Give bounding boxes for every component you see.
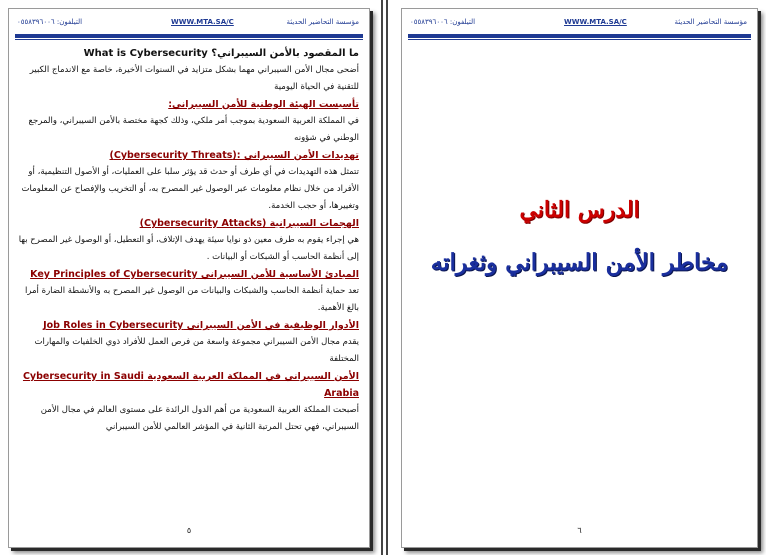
page-title: ما المقصود بالأمن السيبراني؟ What is Cybersecurity bbox=[83, 48, 359, 59]
header-website-link[interactable]: WWW.MTA.SA/C bbox=[171, 18, 234, 26]
section-heading: المبادئ الأساسية للأمن السيبراني Key Principles of Cybersecurity bbox=[30, 269, 359, 280]
intro-paragraph: أضحى مجال الأمن السيبراني مهما بشكل متزايد في السنوات الأخيرة، خاصة مع الاندماج الكبير للتقنية في الحياة اليومية bbox=[29, 65, 359, 92]
header-website-link[interactable]: WWW.MTA.SA/C bbox=[564, 18, 627, 26]
page-header bbox=[15, 14, 363, 36]
section-heading: تهديدات الأمن السيبراني :(Cybersecurity Threats) bbox=[109, 150, 359, 161]
page-number: ٥ bbox=[186, 526, 192, 535]
header-organization: مؤسسة التحاضير الحديثة bbox=[286, 18, 359, 26]
section-paragraph: هي إجراء يقوم به طرف معين ذو نوايا سيئة يهدف الإتلاف، أو التعطيل، أو الوصول غير المصرح بها إلى أنظمة الحاسب أو الشبكات أو البيانات . bbox=[18, 235, 359, 262]
page-header bbox=[408, 14, 751, 36]
section-heading: تأسيست الهيئة الوطنية للأمن السيبراني: bbox=[168, 99, 359, 110]
lesson-title: مخاطر الأمن السيبراني وثغراته bbox=[430, 249, 729, 276]
lesson-label: الدرس الثاني bbox=[519, 197, 640, 223]
right-page bbox=[401, 8, 758, 548]
book-spine bbox=[381, 0, 383, 555]
section-paragraph: تعد حماية أنظمة الحاسب والشبكات والبيانات من الوصول غير المصرح به والأنشطة الضارة أمرا بالغ الأهمية. bbox=[24, 286, 359, 313]
section-heading: الهجمات السيبرانية (Cybersecurity Attacks) bbox=[139, 218, 359, 229]
section-paragraph: تتمثل هذه التهديدات في أي طرف أو حدث قد يؤثر سلبا على العمليات، أو الأصول التنظيمية، أو الأفراد من خلال نظام معلومات عبر الوصول غير المصرح به، أو التخريب والإفصاح عن المعلومات وتغييرها، أو حجب الخدمة. bbox=[21, 167, 359, 211]
header-rule bbox=[408, 34, 751, 40]
left-page bbox=[8, 8, 370, 548]
header-rule bbox=[15, 34, 363, 40]
header-phone: التيلفون: ٠٥٥٨٣٩٦٠٠٦ bbox=[17, 18, 83, 26]
header-organization: مؤسسة التحاضير الحديثة bbox=[674, 18, 747, 26]
section-paragraph: أصبحت المملكة العربية السعودية من أهم الدول الرائدة على مستوى العالم في مجال الأمن السيبراني، فهي تحتل المرتبة الثانية في المؤشر العالمي للأمن السيبراني bbox=[40, 405, 359, 432]
header-phone: التيلفون: ٠٥٥٨٣٩٦٠٠٦ bbox=[410, 18, 476, 26]
section-heading: الأدوار الوظيفية في الأمن السيبراني Job Roles in Cybersecurity bbox=[43, 320, 359, 331]
page-number: ٦ bbox=[577, 526, 582, 535]
book-spine bbox=[386, 0, 388, 555]
section-heading: الأمن السيبراني في المملكة العربية السعودية Cybersecurity in Saudi Arabia bbox=[22, 371, 359, 399]
lesson-content bbox=[17, 45, 359, 436]
section-paragraph: يقدم مجال الأمن السيبراني مجموعة واسعة من فرص العمل للأفراد ذوي الخلفيات والمهارات المختلفة bbox=[34, 337, 359, 364]
section-paragraph: في المملكة العربية السعودية بموجب أمر ملكي، وذلك كجهة مختصة بالأمن السيبراني، والمرجع الوطني في شؤونه bbox=[28, 116, 359, 143]
